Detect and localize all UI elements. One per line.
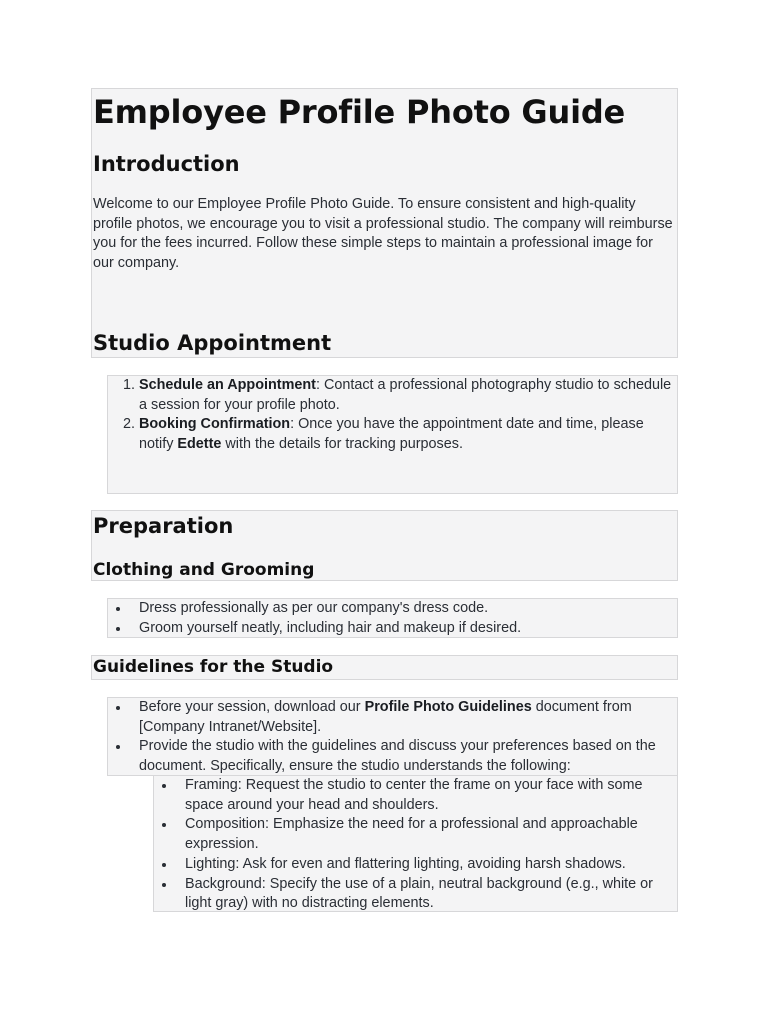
clothing-list: [108, 599, 679, 638]
list-item: Background: Specify the use of a plain, neutral background (e.g., white or light gray) with no distracting elements.: [185, 875, 679, 914]
guidelines-list: [108, 698, 679, 777]
guidelines-heading: Guidelines for the Studio: [93, 657, 334, 677]
item-text: Before your session, download our: [139, 699, 365, 715]
step-title: Booking Confirmation: [139, 416, 291, 433]
list-item: Provide the studio with the guidelines and discuss your preferences based on the document. Specifically, ensure the studio understands the following:: [139, 737, 679, 776]
studio-steps-list: [108, 376, 679, 455]
list-item: Framing: Request the studio to center the frame on your face with some space around your head and shoulders.: [185, 776, 679, 815]
step-title: Schedule an Appointment: [139, 377, 316, 393]
item-text: document from [Company Intranet/Website].: [139, 699, 632, 735]
list-item: [139, 698, 679, 737]
list-item: [139, 415, 679, 454]
step-text: : Once you have the appointment date and time, please notify: [139, 416, 644, 453]
guidelines-list-section: [107, 697, 678, 776]
contact-name: Edette: [177, 436, 222, 453]
document-name: Profile Photo Guidelines: [364, 699, 532, 715]
step-text: : Contact a professional photography studio to schedule a session for your profile photo.: [139, 377, 672, 413]
clothing-list-section: [107, 598, 678, 638]
page-title: Employee Profile Photo Guide: [93, 93, 626, 131]
list-item: Groom yourself neatly, including hair and makeup if desired.: [139, 619, 679, 639]
list-item: Dress professionally as per our company's dress code.: [139, 599, 679, 619]
preparation-heading: Preparation: [93, 514, 234, 538]
studio-requirements-list: [154, 776, 679, 914]
list-item: [139, 376, 679, 415]
preparation-section: [91, 510, 678, 581]
studio-heading: Studio Appointment: [93, 331, 332, 355]
guidelines-heading-section: [91, 655, 678, 680]
clothing-heading: Clothing and Grooming: [93, 560, 315, 580]
studio-steps-section: [107, 375, 678, 494]
studio-requirements-section: [153, 775, 678, 912]
intro-section: [91, 88, 678, 358]
list-item: Lighting: Ask for even and flattering lighting, avoiding harsh shadows.: [185, 855, 679, 875]
intro-heading: Introduction: [93, 152, 240, 176]
step-text: with the details for tracking purposes.: [221, 436, 463, 453]
list-item: Composition: Emphasize the need for a professional and approachable expression.: [185, 815, 679, 854]
intro-text: Welcome to our Employee Profile Photo Guide. To ensure consistent and high-quality profile photos, we encourage you to visit a professional studio. The company will reimburse you for the fees incurred. Follow these simple steps to maintain a professional image for our company.: [93, 196, 673, 272]
